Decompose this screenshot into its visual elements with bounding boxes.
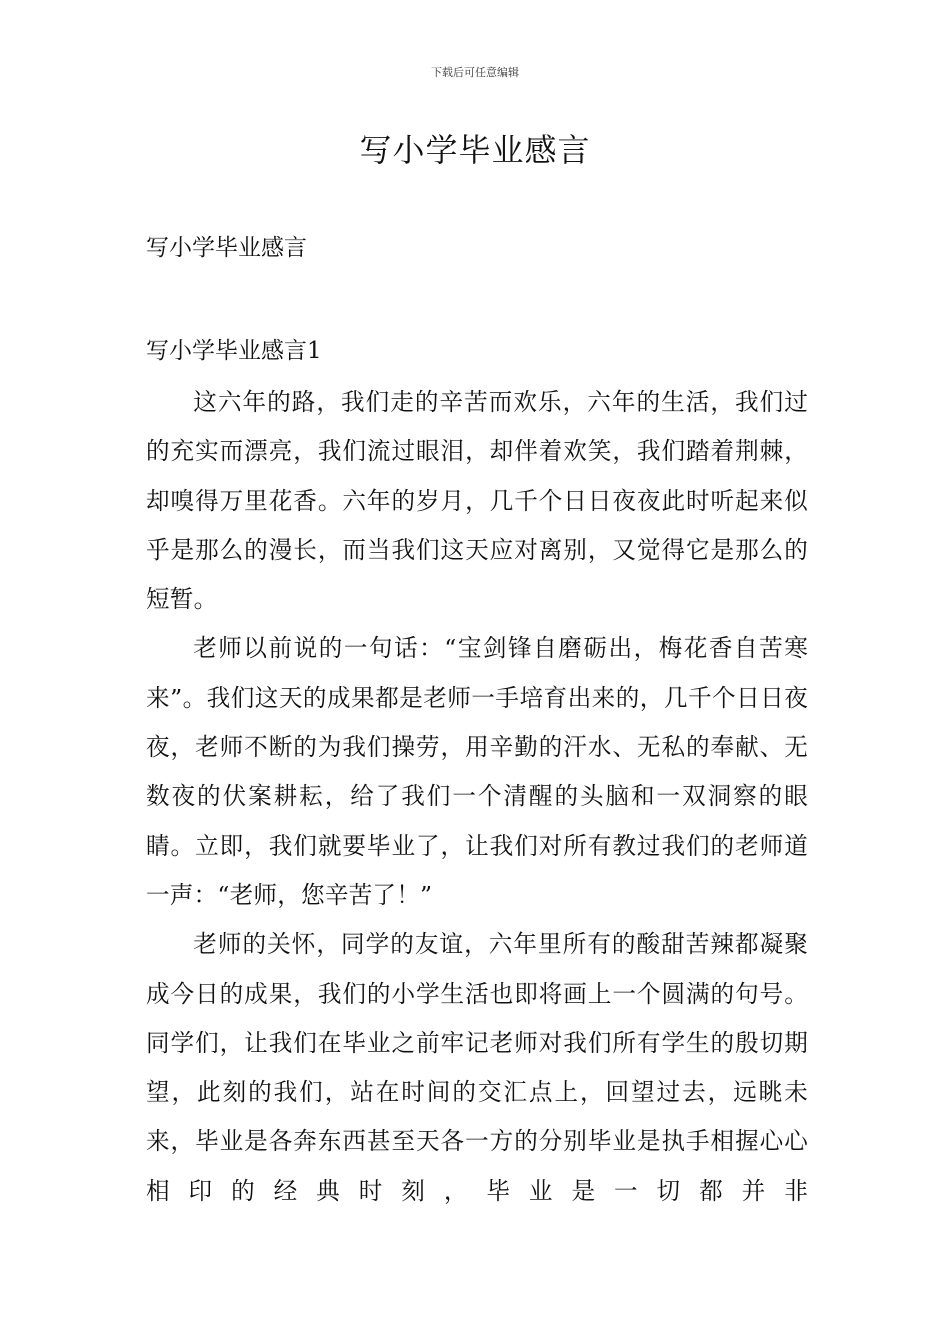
header-note: 下载后可任意编辑 (431, 66, 519, 79)
section-heading: 写小学毕业感言1 (146, 338, 322, 364)
body-text (146, 378, 808, 1216)
paragraph: 老师以前说的一句话：“宝剑锋自磨砺出，梅花香自苦寒来”。我们这天的成果都是老师一手培育出来的，几千个日日夜夜，老师不断的为我们操劳，用辛勤的汗水、无私的奉献、无数夜的伏案耕耘，给了我们一个清醒的头脑和一双洞察的眼睛。立即，我们就要毕业了，让我们对所有教过我们的老师道一声：“老师，您辛苦了！” (146, 634, 808, 909)
document-subtitle: 写小学毕业感言 (146, 235, 307, 261)
document-title: 写小学毕业感言 (359, 131, 591, 169)
paragraph: 这六年的路，我们走的辛苦而欢乐，六年的生活，我们过的充实而漂亮，我们流过眼泪，却伴着欢笑，我们踏着荆棘，却嗅得万里花香。六年的岁月，几千个日日夜夜此时听起来似乎是那么的漫长，而当我们这天应对离别，又觉得它是那么的短暂。 (146, 388, 808, 614)
paragraph: 老师的关怀，同学的友谊，六年里所有的酸甜苦辣都凝聚成今日的成果，我们的小学生活也即将画上一个圆满的句号。同学们，让我们在毕业之前牢记老师对我们所有学生的殷切期望，此刻的我们，站在时间的交汇点上，回望过去，远眺未来，毕业是各奔东西甚至天各一方的分别毕业是执手相握心心相印的经典时刻，毕业是一切都并非 (146, 930, 808, 1205)
